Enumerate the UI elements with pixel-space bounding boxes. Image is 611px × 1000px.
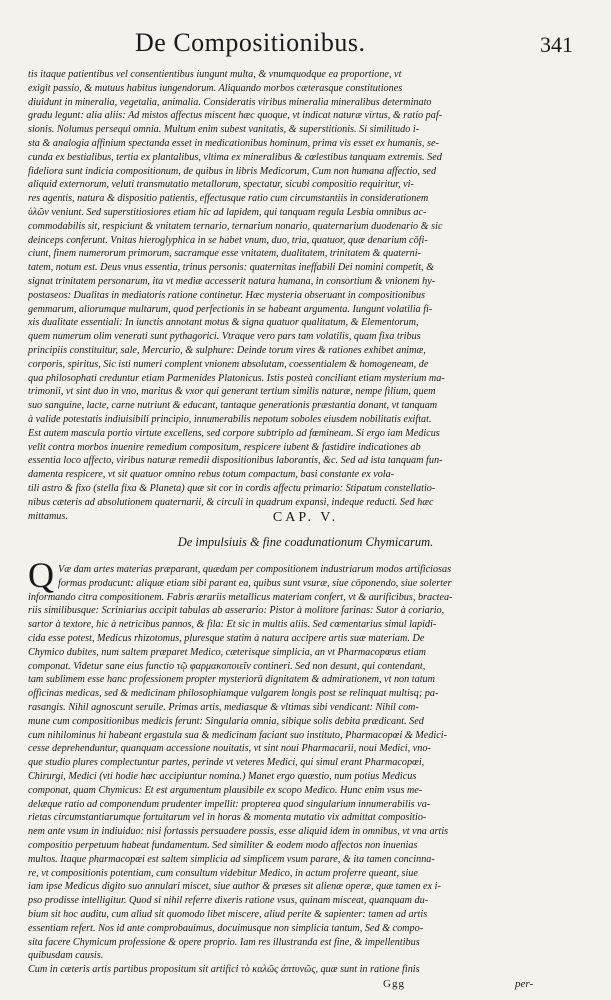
catchword: per- <box>515 978 534 990</box>
text-line: sta & analogia affinium spectanda esset in medicationibus hominum, prima vis esset ex humanis, se- <box>28 137 439 149</box>
text-line: Chymico dubites, num saltem præparet Medico, cæterisque simplicia, an vt Pharmacopœus etiam <box>28 646 427 658</box>
text-line: postaseos: Dualitas in mediatoris ratione continetur. Hæc mysteria obseruant in compositionibus <box>28 289 426 301</box>
text-line: compositio perpetuum habeat fundamentum. Sed similiter & eodem modo affectos non inuenias <box>28 839 418 851</box>
chapter-subtitle: De impulsiuis & fine coadunationum Chymicarum. <box>177 535 434 549</box>
text-line: mittamus. <box>28 510 68 522</box>
text-line: rietas circumstantiarumque fortuitarum vel in horas & momenta mutatio vix admittat compositio- <box>28 812 427 824</box>
text-line: gemmarum, aliorumque multarum, quod perfectionis in se habeant argumenta. Iungunt volatilia fi- <box>28 303 433 315</box>
text-line: aliquid externorum, veluti transmutatio metallorum, spectatur, sicubi compositio requiritur, vi- <box>28 179 414 191</box>
text-line: res agentis, natura & dispositio patientis, effectusque ratio cum circumstantiis in considerationem <box>28 193 429 205</box>
text-line: officinas medicas, sed & medicinam philosophiamque vulgarem longis post se relinquat multisq; pa- <box>28 688 439 700</box>
text-line: pso prodisse intelligitur. Quod si nihil referre dixeris ratione vsus, quinam misceat, quanquam du- <box>28 895 429 907</box>
text-line: xis dualitate essentiali: In iunctis annotant motus & signa quatuor qualitatum, & Elementorum, <box>28 317 419 329</box>
text-line: tili astro & fixo (stella fixa & Planeta) quæ sit cor in cordis affectu primario: Stipatum constellatio- <box>28 482 436 494</box>
text-line: sita facere Chymicum professione & opere proprio. Iam res illustranda est fine, & impellentibus <box>28 936 420 948</box>
text-line: gradu legunt: alia aliis: Ad mistos affectus miscent hæc quoque, vt indicat naturæ virtus, & ratio paf- <box>28 110 443 122</box>
text-line: velit contra morbos inuenire remedium compositum, respicere iubent & fastidire indicationes ab <box>28 441 421 453</box>
paragraph-block-top <box>28 68 548 523</box>
text-line: tis itaque patientibus vel consentientibus iungunt multa, & vnumquodque ea proportione, vt <box>28 69 402 80</box>
text-line: tatem, notum est. Deus vnus essentia, trinus personis: quaternitas ineffabili Dei nomini competit, & <box>28 262 435 274</box>
text-line: quem numerum olim venerati sunt pythagorici. Vtraque vero pars tam volatilis, quam fixa tribus <box>28 331 421 343</box>
text-line: nem ante vsum in indiuiduo: nisi fortassis persuadere possis, esse aliquid idem in omnibus, vt vna artis <box>28 826 449 838</box>
text-line: Chirurgi, Medici (vti hodie hæc accipiuntur nomina.) Manet ergo quæstio, num potius Medicus <box>28 770 417 782</box>
text-line: sionis. Nolumus persequi omnia. Multum enim subest vanitatis, & superstitionis. Si similitudo i- <box>28 124 420 136</box>
text-line: cida esse potest, Medicus rhizotomus, pluresque statim à natura accipere artis suæ materiam. De <box>28 632 425 644</box>
text-line: delæque ratio ad componendum prudenter impellit: propterea quod singularium innumerabilis va- <box>28 798 431 810</box>
text-line: diuidunt in mineralia, vegetalia, animalia. Consideratis viribus mineralia mineralibus determinato <box>28 96 432 108</box>
text-line: qua philosophati creduntur etiam Parmenides Platonicus. Istis posteà conciliant etiam mysterium ma- <box>28 372 445 384</box>
text-line: à valide potestatis indiuisibili principio, innumerabilis nepotum soboles eiusdem nobilitatis exiftat. <box>28 413 432 425</box>
text-line: informando citra compositionem. Fabris ærariis metallicus materiam confert, vt & aurificibus, bractea- <box>28 591 453 603</box>
text-line: damenta respicere, vt sit quatuor omnino rebus totum compactum, basi constante ex vola- <box>28 469 395 481</box>
text-line: corporis, spiritus, Sic isti numeri complent vnionem absolutam, coessentialem & homogeneam, de <box>28 358 429 370</box>
text-line: Est autem mascula portio virtute excellens, sed corpore subtriplo ad fœmineam. Si ergo iam Medicus <box>28 427 440 439</box>
text-line: sartor à textore, hic à netricibus pannos, & fila: Et sic in multis aliis. Sed cœmentarius simul lapidi- <box>28 619 437 631</box>
text-line: iam ipse Medicus digito suo annulari miscet, siue author & præses sit alienæ operæ, quæ tamen ex i- <box>28 881 441 893</box>
text-line: cunda ex bestialibus, tertia ex plantalibus, vltima ex mineralibus & cœlestibus tanquam extremis. Sed <box>28 151 442 163</box>
text-line: deinceps conferunt. Vnitas hieroglyphica in se habet vnum, duo, tria, quatuor, quæ denarium cōfi- <box>28 234 428 246</box>
running-title: De Compositionibus. <box>135 28 366 57</box>
text-line: tam sublimem esse hanc professionem propter mysteriorū dignitatem & admirationem, vt non tatum <box>28 674 435 686</box>
text-line: commodabilis sit, respiciunt & vnitatem ternario, ternarium nonario, quaternarium duodenario & sic <box>28 220 443 232</box>
text-line: mune cum compositionibus medicis ferunt: Singularia omnia, sibique solis debita prædicant. Sed <box>28 715 424 727</box>
text-line: bium sit hoc auditu, cum aliud sit quomodo libet miscere, aliud perite & sapienter: tamen ad artis <box>28 908 428 920</box>
text-line: riis similibusque: Scriniarius accipit tabulas ab asserario: Pistor à molitore farinas: Sutor à coriario, <box>28 605 445 617</box>
text-line: exigit passio, & mutuus habitus iungendorum. Aliquando morbos cæterasque constitutiones <box>28 82 403 94</box>
text-line: Væ dam artes materias præparant, quædam per compositionem industriarum modos artificiosas <box>58 564 452 575</box>
text-line: cesse deprehenduntur, quanquam accessione nouitatis, vt sint noui Pharmacarii, noui Medici, vno- <box>28 743 431 755</box>
text-line: componat, quam Chymicus: Et est argumentum plausibile ex scopo Medico. Hunc enim vsus me- <box>28 784 423 796</box>
text-line: multos. Itaque pharmacopœi est saltem simplicia ad simplicem vsum parare, & ita tamen concinna- <box>28 853 435 865</box>
text-line: suo sanguine, lacte, carne nutriunt & educant, tantaque generationis præstantia donant, vt tanquam <box>28 400 438 412</box>
paragraph-block-chapter <box>28 563 548 977</box>
text-line: quibusdam causis. <box>28 950 104 962</box>
text-line: que studio plures complectuntur partes, perinde vt veteres Medici, qui simul erant Pharmacopœi, <box>28 757 425 769</box>
text-line: componat. Videtur sane eius functio τῷ φαρμακοποιεῖν contineri. Sed non desunt, qui contendant, <box>28 660 426 672</box>
text-line: principiis constituitur, sale, Mercurio, & sulphure: Deinde torum vires & rationes exhibet animæ, <box>28 344 426 356</box>
drop-cap-initial: Q <box>28 555 54 595</box>
text-line: rasangis. Nihil agnoscunt seruile. Primas artis, mediasque & vltimas sibi vendicant: Nihil com- <box>28 701 419 713</box>
text-line: essentia loco affecto, viribus naturæ remedii dispositionibus laborantis, &c. Sed ad ista tanquam fun- <box>28 455 443 467</box>
text-line: re, vt compositionis potentiam, cum consultum videbitur Medico, in actum proferre queant, siue <box>28 867 418 879</box>
text-line: Cum in cæteris artis partibus propositum sit artifici τὸ καλῶς ἀπτυνῶς, quæ sunt in ratione finis <box>28 964 420 976</box>
text-line: fideliora sunt indicia compositionum, de quibus in libris Medicorum, Cum non humana affectio, sed <box>28 165 437 177</box>
text-line: trimonii, vt sint duo in vno, maritus & vxor qui generant tertium similis naturæ, nempe filium, quem <box>28 386 436 398</box>
page-number: 341 <box>540 32 573 57</box>
text-line: essentiam refert. Nos id ante comprobauimus, docuimusque non simplicia tantum, Sed & compo- <box>28 922 424 934</box>
chapter-heading: CAP. V. <box>272 510 339 525</box>
text-line: ὑλῶν veniunt. Sed superstitiosiores etiam hîc ad lapidem, qui tanquam regula Lesbia omnibus ac- <box>28 206 427 218</box>
text-line: signat trinitatem personarum, ita vt mediæ accesserit natura humana, in consortium & vnionem hy- <box>28 275 436 287</box>
text-line: nibus cæteris ad absolutionem quaternarii, & circuli in quadrum expansi, indeque reducti. Sed hæc <box>28 496 434 508</box>
text-line: formas producunt: aliquæ etiam sibi parant ea, quibus sunt vsuræ, siue cōponendo, siue solerter <box>58 577 452 589</box>
text-line: ciunt, finem numerorum primorum, sacramque esse vnitatem, dualitatem, trinitatem & quaterni- <box>28 248 421 260</box>
text-line: cum nihilominus hi habeant ergastula sua & medicinam faciant suo instituto, Pharmacopœi & Medici- <box>28 729 447 741</box>
signature-mark: Ggg <box>383 978 405 990</box>
